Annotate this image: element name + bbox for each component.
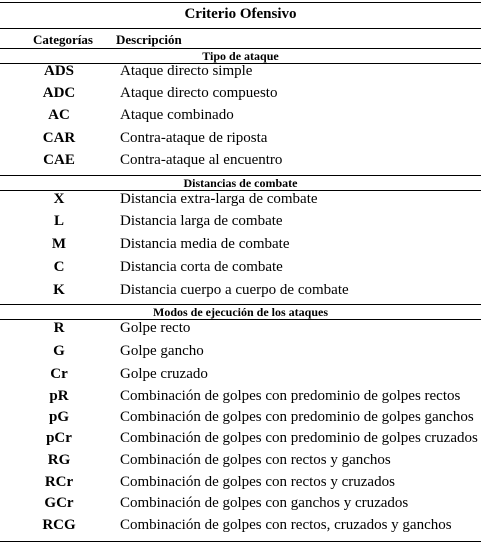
category-code: pG xyxy=(48,409,69,425)
category-code: GCr xyxy=(44,495,74,511)
category-code: M xyxy=(51,236,67,252)
table-row xyxy=(0,320,481,342)
section-title: Tipo de ataque xyxy=(202,49,279,63)
category-description: Ataque combinado xyxy=(120,107,234,123)
category-description: Distancia larga de combate xyxy=(120,213,283,229)
category-description: Combinación de golpes con rectos y ganchos xyxy=(120,452,391,468)
table-row xyxy=(0,63,481,85)
table-row xyxy=(0,282,481,304)
table-row xyxy=(0,517,481,539)
table-row xyxy=(0,107,481,129)
bottom-rule xyxy=(0,541,481,542)
header-category: Categorías xyxy=(33,32,93,47)
category-code: K xyxy=(53,282,65,298)
category-description: Combinación de golpes con rectos, cruzados y ganchos xyxy=(120,517,452,533)
table-row xyxy=(0,388,481,410)
category-code: pR xyxy=(49,388,69,404)
table-row xyxy=(0,343,481,365)
category-description: Golpe cruzado xyxy=(120,366,208,382)
table-row xyxy=(0,409,481,431)
category-code: Cr xyxy=(50,366,68,382)
category-code: RG xyxy=(47,452,71,468)
table-row xyxy=(0,85,481,107)
table-row xyxy=(0,495,481,517)
category-code: ADS xyxy=(43,63,74,79)
category-description: Golpe gancho xyxy=(120,343,204,359)
category-description: Contra-ataque al encuentro xyxy=(120,152,283,168)
table-row xyxy=(0,452,481,474)
top-rule xyxy=(0,2,481,3)
table-row xyxy=(0,366,481,388)
category-code: X xyxy=(53,191,65,207)
category-code: L xyxy=(53,213,64,229)
section-title: Distancias de combate xyxy=(183,176,298,190)
category-code: CAR xyxy=(42,130,76,146)
table-row xyxy=(0,259,481,281)
category-description: Distancia corta de combate xyxy=(120,259,283,275)
category-description: Golpe recto xyxy=(120,320,191,336)
table-row xyxy=(0,474,481,496)
category-description: Distancia media de combate xyxy=(120,236,290,252)
category-code: C xyxy=(53,259,65,275)
category-description: Combinación de golpes con ganchos y cruzados xyxy=(120,495,409,511)
category-description: Distancia cuerpo a cuerpo de combate xyxy=(120,282,349,298)
category-code: G xyxy=(53,343,65,359)
header-description: Descripción xyxy=(116,32,182,47)
category-code: ADC xyxy=(42,85,76,101)
category-code: CAE xyxy=(43,152,75,168)
category-code: RCr xyxy=(44,474,74,490)
category-description: Combinación de golpes con predominio de golpes cruzados xyxy=(120,430,478,446)
category-description: Combinación de golpes con predominio de golpes ganchos xyxy=(120,409,474,425)
title-rule xyxy=(0,28,481,29)
category-description: Distancia extra-larga de combate xyxy=(120,191,318,207)
category-description: Combinación de golpes con predominio de golpes rectos xyxy=(120,388,461,404)
category-description: Ataque directo compuesto xyxy=(120,85,278,101)
table-row xyxy=(0,191,481,213)
table-row xyxy=(0,130,481,152)
category-description: Contra-ataque de riposta xyxy=(120,130,268,146)
category-description: Combinación de golpes con rectos y cruzados xyxy=(120,474,395,490)
table-row xyxy=(0,213,481,235)
section-title: Modos de ejecución de los ataques xyxy=(153,305,328,319)
category-description: Ataque directo simple xyxy=(120,63,253,79)
table-row xyxy=(0,430,481,452)
category-code: AC xyxy=(48,107,70,123)
table-title: Criterio Ofensivo xyxy=(184,6,297,22)
category-code: RCG xyxy=(42,517,76,533)
category-code: R xyxy=(53,320,65,336)
table-row xyxy=(0,236,481,258)
category-code: pCr xyxy=(46,430,72,446)
table-row xyxy=(0,152,481,174)
